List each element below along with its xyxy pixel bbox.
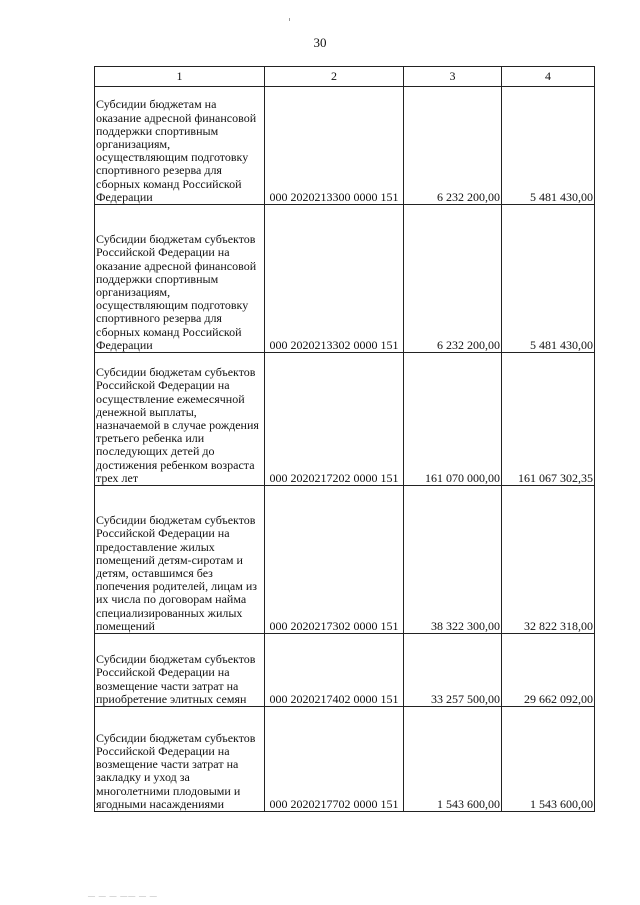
table-header-row	[95, 67, 595, 87]
row-actual-amount: 29 662 092,00	[502, 634, 595, 707]
row-code: 000 2020217202 0000 151	[265, 353, 404, 486]
table-row	[95, 707, 595, 812]
table-row	[95, 205, 595, 353]
column-header-2: 2	[265, 67, 404, 87]
table-row	[95, 353, 595, 486]
row-name: Субсидии бюджетам на оказание адресной финансовой поддержки спортивным организациям, осуществляющим подготовку спортивного резерва для сборных команд Российской Федерации	[95, 87, 265, 205]
column-header-3: 3	[404, 67, 502, 87]
row-actual-amount: 5 481 430,00	[502, 205, 595, 353]
scan-footer-mark: — — — —— — —	[88, 892, 158, 900]
scan-mark	[289, 18, 290, 21]
row-plan-amount: 38 322 300,00	[404, 486, 502, 634]
row-code: 000 2020213302 0000 151	[265, 205, 404, 353]
column-header-4: 4	[502, 67, 595, 87]
row-name: Субсидии бюджетам субъектов Российской Федерации на возмещение части затрат на закладку и уход за многолетними плодовыми и ягодными насаждениями	[95, 707, 265, 812]
row-code: 000 2020217702 0000 151	[265, 707, 404, 812]
page-number: 30	[313, 35, 327, 50]
row-name: Субсидии бюджетам субъектов Российской Федерации на оказание адресной финансовой поддержки спортивным организациям, осуществляющим подготовку спортивного резерва для сборных команд Российской Федерации	[95, 205, 265, 353]
row-code: 000 2020213300 0000 151	[265, 87, 404, 205]
table-row	[95, 634, 595, 707]
budget-table	[94, 66, 595, 812]
row-plan-amount: 1 543 600,00	[404, 707, 502, 812]
row-name: Субсидии бюджетам субъектов Российской Федерации на осуществление ежемесячной денежной выплаты, назначаемой в случае рождения третьего ребенка или последующих детей до достижения ребенком возраста трех лет	[95, 353, 265, 486]
table-row	[95, 87, 595, 205]
row-plan-amount: 6 232 200,00	[404, 87, 502, 205]
row-code: 000 2020217302 0000 151	[265, 486, 404, 634]
row-plan-amount: 6 232 200,00	[404, 205, 502, 353]
table-row	[95, 486, 595, 634]
row-name: Субсидии бюджетам субъектов Российской Федерации на возмещение части затрат на приобретение элитных семян	[95, 634, 265, 707]
row-plan-amount: 33 257 500,00	[404, 634, 502, 707]
row-actual-amount: 1 543 600,00	[502, 707, 595, 812]
column-header-1: 1	[95, 67, 265, 87]
row-actual-amount: 161 067 302,35	[502, 353, 595, 486]
row-actual-amount: 5 481 430,00	[502, 87, 595, 205]
row-actual-amount: 32 822 318,00	[502, 486, 595, 634]
row-plan-amount: 161 070 000,00	[404, 353, 502, 486]
row-name: Субсидии бюджетам субъектов Российской Федерации на предоставление жилых помещений детям-сиротам и детям, оставшимся без попечения родителей, лицам из их числа по договорам найма специализированных жилых помещений	[95, 486, 265, 634]
row-code: 000 2020217402 0000 151	[265, 634, 404, 707]
